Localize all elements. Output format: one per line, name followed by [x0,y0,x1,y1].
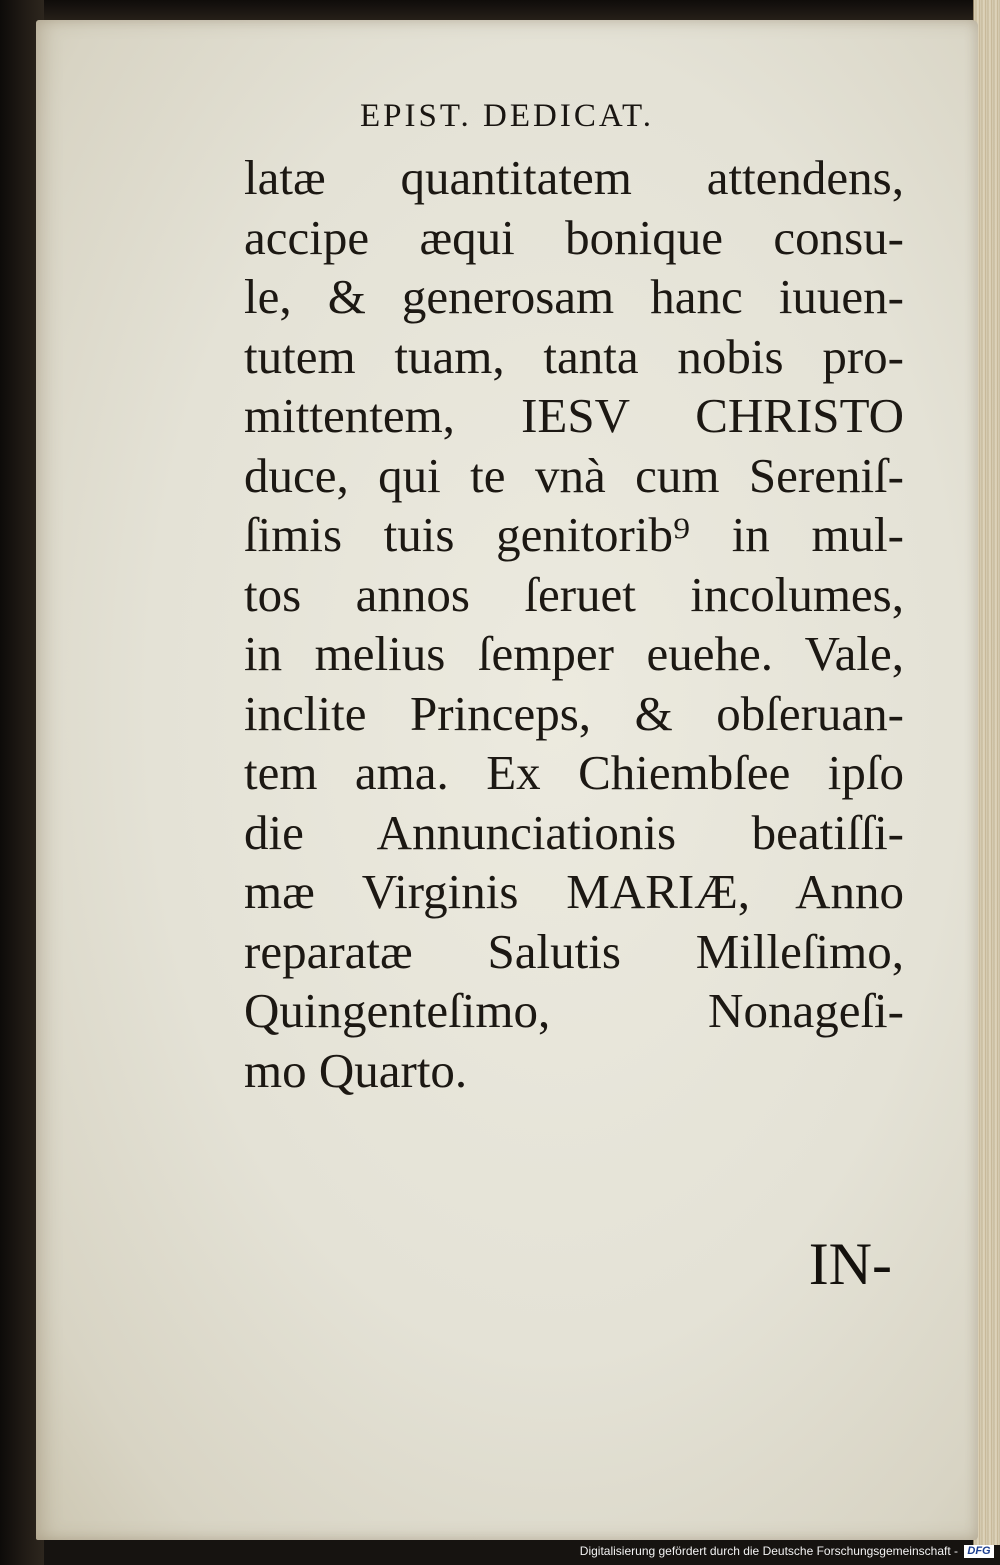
text-line: tem ama. Ex Chiembſee ipſo [244,745,904,800]
text-line: in melius ſemper euehe. Vale, [244,626,904,681]
text-line: le, & generosam hanc iuuen- [244,269,904,324]
text-line: inclite Princeps, & obſeruan- [244,685,904,741]
running-head: EPIST. DEDICAT. [359,98,654,134]
text-line: die Annunciationis beatiſſi- [244,804,904,860]
text-line: latæ quantitatem attendens, [244,150,904,205]
text-line: reparatæ Salutis Milleſimo, [244,923,904,979]
text-line: ſimis tuis genitorib⁹ in mul- [244,507,904,562]
text-line: mo Quarto. [244,1042,468,1098]
body-text [244,148,904,1100]
digitization-credit [580,1539,994,1563]
text-line: accipe æqui bonique consu- [244,209,904,265]
text-line: mæ Virginis MARIÆ, Anno [244,864,904,919]
text-line: duce, qui te vnà cum Sereniſ- [244,447,904,503]
text-line: Quingenteſimo, Nonageſi- [244,983,904,1038]
catchword: IN- [808,1231,892,1297]
dfg-logo: DFG [964,1545,994,1558]
text-line: tos annos ſeruet incolumes, [244,566,904,622]
credit-text: Digitalisierung gefördert durch die Deutsche Forschungsgemeinschaft - [579,1544,958,1558]
text-line: mittentem, IESV CHRISTO [244,388,904,443]
book-page [36,20,978,1540]
text-line: tutem tuam, tanta nobis pro- [244,328,904,384]
